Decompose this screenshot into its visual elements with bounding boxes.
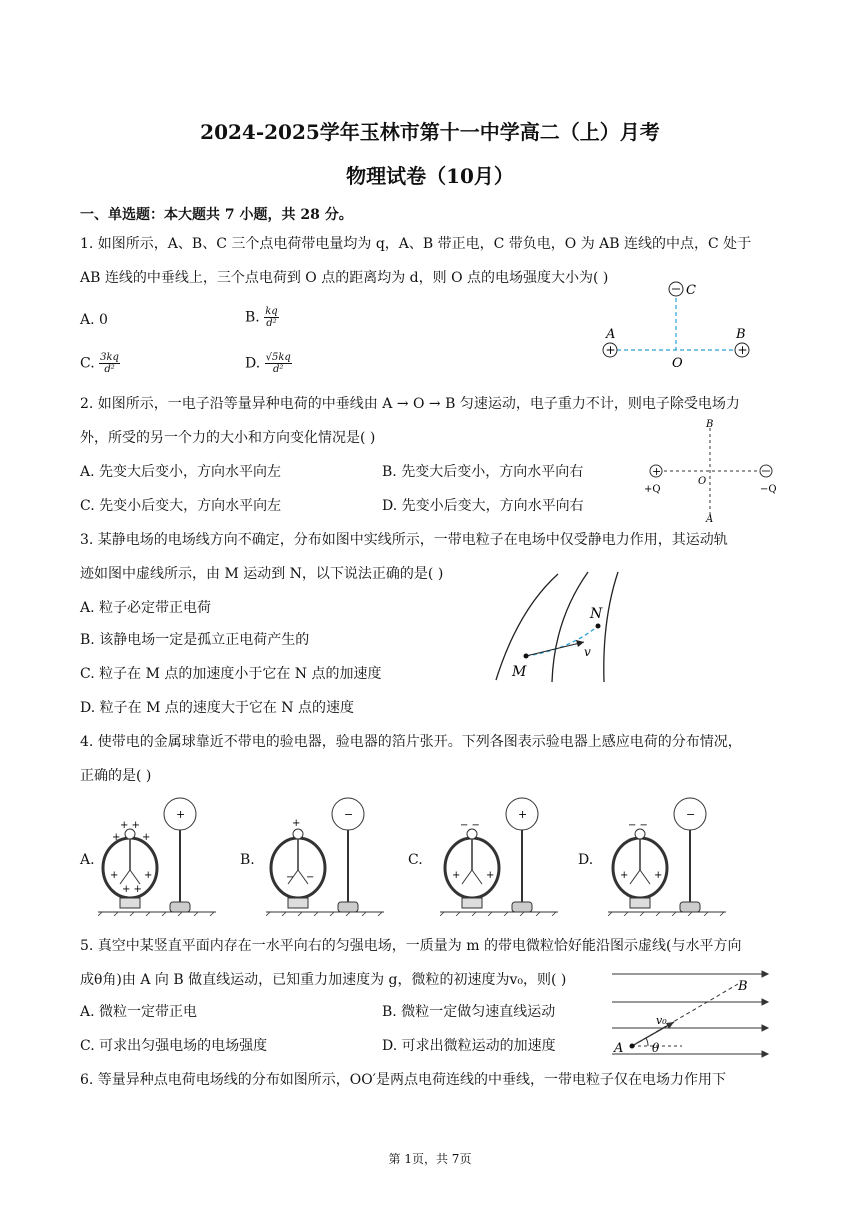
q5-option-a: A. 微粒一定带正电 (80, 1004, 198, 1020)
svg-text:+: + (486, 870, 495, 881)
q2-line2: 外，所受的另一个力的大小和方向变化情况是( ) (80, 430, 376, 446)
q2-figure (640, 416, 790, 524)
label-m: M (512, 664, 527, 680)
q4-line1: 4. 使带电的金属球靠近不带电的验电器，验电器的箔片张开。下列各图表示验电器上感应电荷的分布情况， (80, 734, 742, 750)
label-b: B (736, 327, 746, 342)
charge-a-positive (603, 343, 617, 357)
electroscope-c (440, 794, 558, 916)
svg-text:+: + (620, 870, 629, 881)
svg-text:−: − (686, 808, 696, 821)
svg-text:+: + (452, 870, 461, 881)
label-a: A (706, 514, 714, 524)
svg-text:+: + (142, 832, 151, 843)
label-n: N (590, 606, 603, 622)
label-positive-q: +Q (644, 484, 661, 495)
electroscope-d (608, 794, 726, 916)
label-v0: v₀ (656, 1014, 667, 1027)
page-number: 第 1页，共 7页 (388, 1152, 472, 1166)
svg-text:+ +: + + (122, 884, 142, 895)
q5-figure (612, 966, 772, 1062)
charge-c-negative (669, 282, 683, 296)
q4-label-c: C. (408, 852, 423, 868)
q2-option-c: C. 先变小后变大，方向水平向左 (80, 498, 282, 514)
svg-text:− −: − − (460, 820, 480, 831)
q5-option-c: C. 可求出匀强电场的电场强度 (80, 1038, 268, 1054)
q2-line1: 2. 如图所示，一电子沿等量异种电荷的中垂线由 A → O → B 匀速运动，电子重力不计，则电子除受电场力 (80, 396, 740, 412)
q1-option-d: D. $\frac{√5kq}{\text{d²}}$ (245, 352, 291, 375)
exam-title: 2024-2025学年玉林市第十一中学高二（上）月考 (200, 120, 660, 144)
svg-text:+: + (737, 343, 748, 357)
label-b: B (706, 419, 714, 430)
svg-text:+: + (652, 465, 662, 478)
section-heading: 一、单选题：本大题共 7 小题，共 28 分。 (80, 207, 353, 223)
field-line-2 (552, 572, 588, 682)
svg-text:+: + (110, 870, 119, 881)
field-line-3 (604, 572, 618, 682)
q1-line2: AB 连线的中垂线上，三个点电荷到 O 点的距离均为 d，则 O 点的电场强度大小为( ) (80, 270, 609, 286)
label-a: A (614, 1041, 624, 1056)
svg-text:+: + (518, 808, 528, 821)
electroscope-a (98, 794, 216, 916)
q3-line2: 迹如图中虚线所示，由 M 运动到 N，以下说法正确的是( ) (80, 566, 444, 582)
q6-line1: 6. 等量异种点电荷电场线的分布如图所示，OO′是两点电荷连线的中垂线，一带电粒子仅在电场力作用下 (80, 1072, 726, 1088)
q5-option-d: D. 可求出微粒运动的加速度 (382, 1038, 556, 1054)
q4-label-b: B. (240, 852, 255, 868)
q3-figure (488, 570, 628, 690)
svg-text:− −: − − (628, 820, 648, 831)
q2-option-d: D. 先变小后变大，方向水平向右 (382, 498, 584, 514)
svg-text:−: − (306, 872, 315, 883)
q1-option-c: C. $\frac{3kq}{\text{d²}}$ (80, 352, 119, 375)
q5-option-b: B. 微粒一定做匀速直线运动 (382, 1004, 556, 1020)
svg-text:+: + (112, 832, 121, 843)
q4-line2: 正确的是( ) (80, 768, 152, 784)
electroscope-b (266, 794, 384, 916)
svg-text:+: + (292, 818, 301, 829)
label-o: O (672, 356, 683, 371)
label-negative-q: −Q (760, 484, 777, 495)
label-theta: θ (652, 1041, 660, 1055)
svg-text:+: + (654, 870, 663, 881)
label-b: B (738, 979, 748, 994)
q2-option-a: A. 先变大后变小，方向水平向左 (80, 464, 282, 480)
svg-text:−: − (344, 808, 354, 821)
q3-option-b: B. 该静电场一定是孤立正电荷产生的 (80, 632, 310, 648)
charge-positive-q (650, 465, 662, 478)
q3-option-a: A. 粒子必定带正电荷 (80, 600, 212, 616)
svg-text:+: + (176, 808, 186, 821)
label-o: O (698, 476, 707, 487)
svg-text:+: + (605, 343, 616, 357)
svg-text:+: + (144, 870, 153, 881)
q4-label-d: D. (578, 852, 594, 868)
exam-subtitle: 物理试卷（10月） (346, 164, 514, 188)
label-v: v (584, 645, 591, 659)
svg-text:+ +: + + (120, 820, 140, 831)
q3-line1: 3. 某静电场的电场线方向不确定，分布如图中实线所示，一带电粒子在电场中仅受静电力作用，其运动轨 (80, 532, 728, 548)
q1-option-b: B. $\frac{kq}{\text{d²}}$ (245, 306, 278, 329)
q3-option-d: D. 粒子在 M 点的速度大于它在 N 点的速度 (80, 700, 355, 716)
charge-b-positive (735, 343, 749, 357)
q1-option-a: A. 0 (80, 312, 108, 328)
label-a: A (606, 327, 616, 342)
label-c: C (686, 283, 696, 298)
q2-option-b: B. 先变大后变小，方向水平向右 (382, 464, 584, 480)
q4-label-a: A. (80, 852, 95, 868)
charge-negative-q (760, 465, 772, 477)
q1-figure (590, 272, 770, 372)
q5-line2: 成θ角)由 A 向 B 做直线运动，已知重力加速度为 g，微粒的初速度为v₀，则( ) (80, 972, 567, 988)
field-line-1 (496, 574, 558, 680)
q3-option-c: C. 粒子在 M 点的加速度小于它在 N 点的加速度 (80, 666, 382, 682)
q5-line1: 5. 真空中某竖直平面内存在一水平向右的匀强电场，一质量为 m 的带电微粒恰好能沿图示虚线(与水平方向 (80, 938, 742, 954)
svg-text:−: − (286, 872, 295, 883)
q1-line1: 1. 如图所示，A、B、C 三个点电荷带电量均为 q，A、B 带正电，C 带负电，O 为 AB 连线的中点，C 处于 (80, 236, 752, 252)
